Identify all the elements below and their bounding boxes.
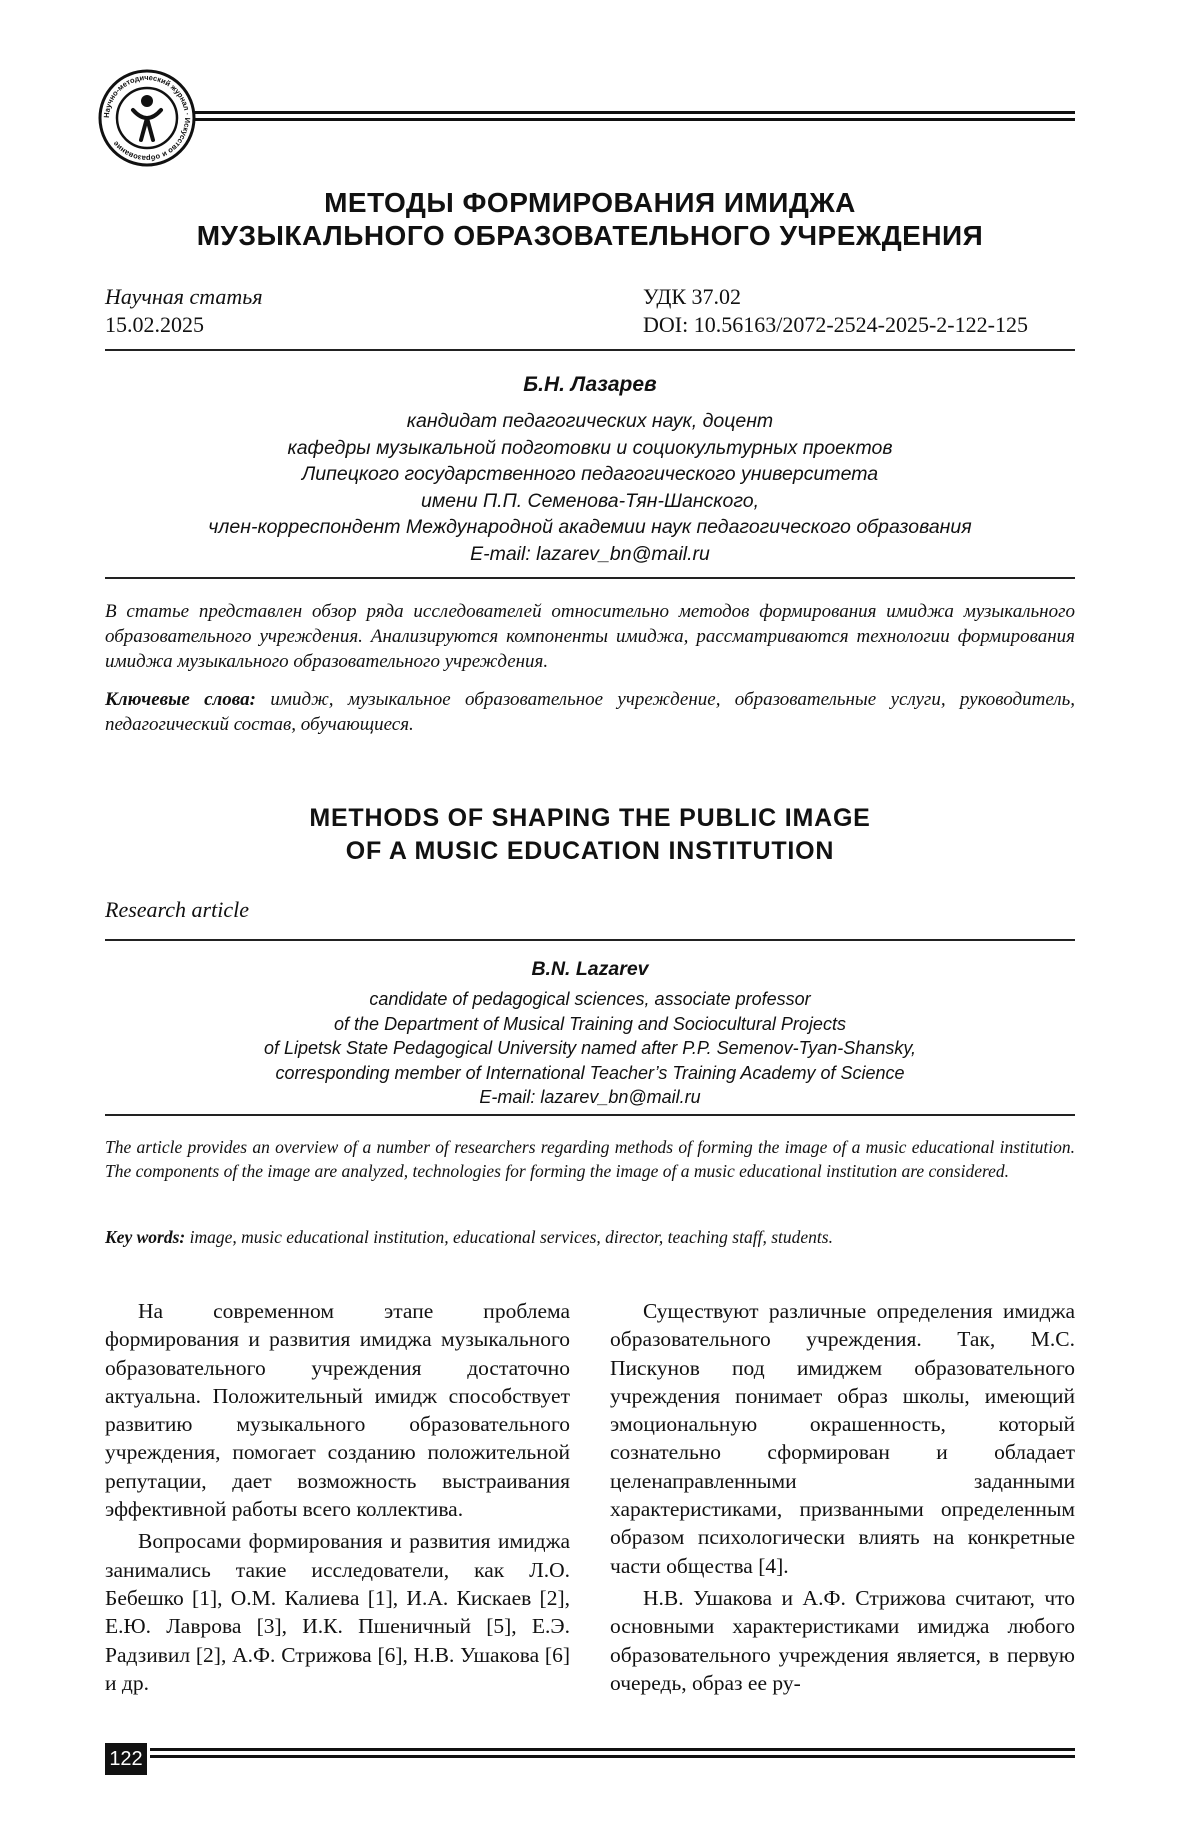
author-block-ru — [105, 370, 1075, 567]
doi: DOI: 10.56163/2072-2524-2025-2-122-125 — [643, 312, 1028, 337]
abstract-en: The article provides an overview of a number of researchers regarding methods of forming the image of a music educational institution. The components of the image are analyzed, technologies for forming the image of a music educational institution are considered. — [105, 1137, 1075, 1181]
keywords-text-ru: имидж, музыкальное образовательное учреждение, образовательные услуги, руководитель, педагогический состав, обучающиеся. — [105, 689, 1076, 735]
author-name-ru: Б.Н. Лазарев — [523, 373, 657, 396]
affiliation-line: of Lipetsk State Pedagogical University named after P.P. Semenov-Tyan-Shansky, — [263, 1038, 917, 1058]
divider — [105, 939, 1075, 941]
keywords-label-en: Key words: — [105, 1227, 186, 1247]
divider — [105, 1114, 1075, 1116]
title-ru-line2: МУЗЫКАЛЬНОГО ОБРАЗОВАТЕЛЬНОГО УЧРЕЖДЕНИЯ — [196, 220, 984, 251]
abstract-ru: В статье представлен обзор ряда исследователей относительно методов формирования имиджа музыкального образовательного учреждения. Анализируются компоненты имиджа, рассматриваются технологии формирования имиджа музыкального образовательного учреждения. — [105, 601, 1075, 672]
author-block-en — [105, 955, 1075, 1110]
affiliation-line: corresponding member of International Teacher’s Training Academy of Science — [275, 1062, 905, 1083]
body-column-left — [105, 1297, 570, 1697]
affiliation-line: член-корреспондент Международной академии наук педагогического образования — [208, 516, 972, 538]
affiliation-line: кандидат педагогических наук, доцент — [406, 410, 774, 432]
title-en-line1: METHODS OF SHAPING THE PUBLIC IMAGE — [309, 804, 871, 832]
divider — [105, 349, 1075, 351]
author-email-ru: E-mail: lazarev_bn@mail.ru — [470, 542, 710, 565]
body-paragraph: Вопросами формирования и развития имиджа занимались такие исследователи, как Л.О. Бебешко [1], О.М. Калиева [1], И.А. Кискаев [2], Е.Ю. Лаврова [3], И.К. Пшеничный [5], Е.Э. Радзивил [2], А.Ф. Стрижова [6], Н.В. Ушакова [6] и др. — [105, 1529, 570, 1695]
keywords-text-en: image, music educational institution, educational services, director, teaching staff, students. — [189, 1227, 833, 1247]
udk: УДК 37.02 — [643, 284, 742, 309]
affiliation-line: Липецкого государственного педагогического университета — [301, 463, 879, 485]
keywords-en — [105, 1225, 1075, 1249]
page-number: 122 — [105, 1743, 147, 1775]
title-en — [105, 802, 1075, 868]
article-date: 15.02.2025 — [105, 312, 204, 337]
affiliation-line: кафедры музыкальной подготовки и социокультурных проектов — [287, 436, 893, 459]
logo-ring-text: Научно-методический журнал · Искусство и образование — [101, 72, 193, 164]
body-paragraph: На современном этапе проблема формирования и развития имиджа музыкального образовательного учреждения достаточно актуальна. Положительный имидж способствует развитию музыкального образовательного учреждения, помогает созданию положительной репутации, дает возможность выстраивания эффективной работы всего коллектива. — [105, 1299, 570, 1522]
affiliation-line: of the Department of Musical Training and Sociocultural Projects — [334, 1013, 846, 1034]
article-type-ru: Научная статья — [105, 284, 263, 309]
title-ru — [105, 186, 1075, 252]
divider — [105, 577, 1075, 579]
title-en-line2: OF A MUSIC EDUCATION INSTITUTION — [345, 837, 835, 865]
body-paragraph: Существуют различные определения имиджа образовательного учреждения. Так, М.С. Пискунов под имиджем образовательного учреждения понимает образ школы, имеющий эмоциональную окрашенность, который сознательно сформирован и обладает целенаправленными заданными характеристиками, призванными определенным образом психологически влиять на конкретные части общества [4]. — [610, 1299, 1075, 1578]
title-ru-line1: МЕТОДЫ ФОРМИРОВАНИЯ ИМИДЖА — [324, 187, 856, 218]
body-column-right — [610, 1297, 1075, 1697]
body-paragraph: Н.В. Ушакова и А.Ф. Стрижова считают, что основными характеристиками имиджа любого образовательного учреждения является, в первую очередь, образ ее ру- — [610, 1585, 1075, 1695]
keywords-label-ru: Ключевые слова: — [105, 689, 256, 710]
journal-logo-icon — [97, 68, 197, 168]
author-email-en: E-mail: lazarev_bn@mail.ru — [479, 1087, 701, 1107]
header-rule — [195, 111, 1075, 114]
affiliation-line: candidate of pedagogical sciences, associate professor — [369, 989, 811, 1009]
keywords-ru — [105, 687, 1075, 737]
affiliation-line: имени П.П. Семенова-Тян-Шанского, — [420, 489, 760, 512]
header-rule — [195, 118, 1075, 121]
footer-rule — [150, 1755, 1075, 1758]
article-type-en: Research article — [105, 897, 249, 922]
author-name-en: B.N. Lazarev — [531, 958, 649, 980]
footer-rule — [150, 1748, 1075, 1751]
